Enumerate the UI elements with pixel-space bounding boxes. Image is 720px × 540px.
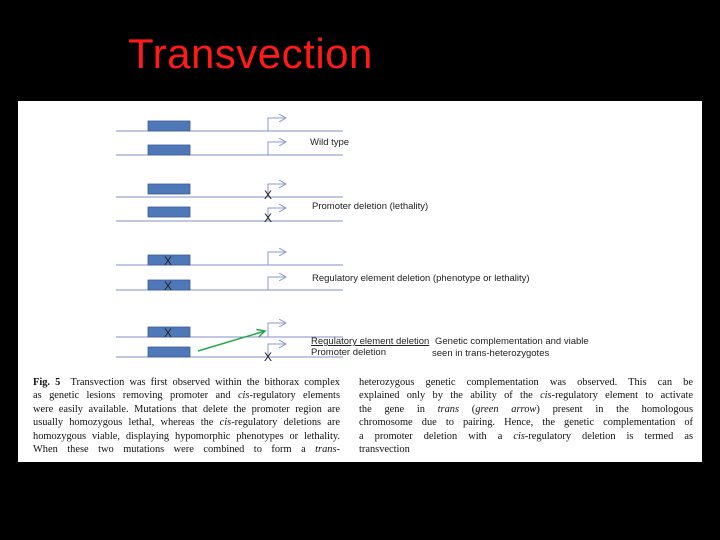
caption-line: Fig. 5 Transvection was first observed within the bithorax complex — [33, 377, 341, 388]
caption-line: usually homozygous lethal, whereas the cis-regulatory deletions are — [33, 417, 340, 429]
row-trans-heterozygote — [116, 323, 343, 357]
caption-line: were easily available. Mutations that delete the promoter region are — [33, 403, 340, 415]
regulatory-mutation-x-icon: X — [164, 326, 173, 340]
label-wild-type: Wild type — [310, 137, 350, 148]
caption-line: When these two mutations were combined to form a trans- — [33, 443, 340, 455]
promoter-mutation-x-icon: X — [264, 188, 273, 202]
caption-line: a promoter deletion with a cis-regulatory deletion is termed as — [359, 430, 693, 442]
regulatory-mutation-x-icon: X — [164, 254, 173, 268]
regulatory-mutation-x-icon: X — [164, 279, 173, 293]
transvection-diagram — [18, 101, 702, 371]
figure-panel — [18, 101, 702, 462]
promoter-mutation-x-icon: X — [264, 350, 273, 364]
row-regulatory-deletion — [116, 252, 343, 290]
caption-line: the gene in trans (green arrow) present in the homologous — [359, 403, 694, 415]
label-regulatory-deletion: Regulatory element deletion (phenotype or lethality) — [312, 273, 530, 284]
promoter-mutation-x-icon: X — [264, 211, 273, 225]
label-promoter-deletion: Promoter deletion (lethality) — [312, 201, 429, 212]
caption-line: as genetic lesions removing promoter and cis-regulatory elements — [33, 390, 340, 402]
caption-line: homozygous viable, displaying hypomorphic phenotypes or lethality. — [33, 430, 340, 442]
label-promoter-deletion-combined: Promoter deletion — [311, 347, 386, 358]
row-promoter-deletion — [116, 184, 343, 221]
caption-line: heterozygous genetic complementation was observed. This can be — [359, 377, 693, 388]
trans-activation-arrow-icon — [198, 331, 265, 351]
caption-line: chromosome due to pairing. Hence, the genetic complementation of — [359, 417, 693, 429]
label-result-line1: Genetic complementation and viable — [435, 336, 589, 347]
caption-line: transvection — [359, 443, 410, 455]
caption-left-column — [33, 376, 340, 456]
label-result-line2: seen in trans-heterozygotes — [432, 348, 550, 359]
figure-label: Fig. 5 — [33, 377, 71, 388]
caption-line: explained only by the ability of the cis-regulatory element to activate — [359, 390, 693, 402]
slide-title: Transvection — [128, 30, 373, 77]
gene-box — [148, 121, 190, 131]
label-regulatory-element-deletion: Regulatory element deletion — [311, 336, 430, 347]
promoter-arrow-icon — [268, 142, 286, 155]
gene-box — [148, 145, 190, 155]
caption-right-column — [359, 376, 693, 456]
row-wild-type — [116, 118, 343, 155]
promoter-arrow-icon — [268, 118, 286, 131]
